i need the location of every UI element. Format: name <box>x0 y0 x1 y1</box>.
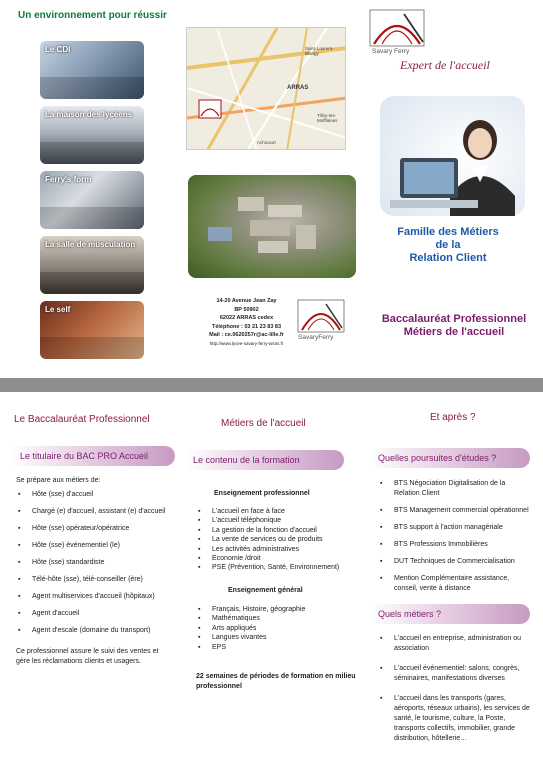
section-title: Quels métiers ? <box>378 609 442 619</box>
list-item: ▪ L'accueil événementiel: salons, congrès, séminaires, manifestations diverses <box>378 664 530 684</box>
phone: Téléphone : 03 21 23 83 83 <box>211 323 282 330</box>
list-item: ▪ Agent d'accueil <box>16 609 171 619</box>
list-item: ▪ Mention Complémentaire assistance, conseil, vente à distance <box>378 574 530 594</box>
list-item: ▪ EPS <box>196 643 356 652</box>
photo-caption: La salle de musculation <box>45 240 136 249</box>
school-logo <box>368 8 428 60</box>
section-title: Quelles poursuites d'études ? <box>378 453 497 463</box>
map-label: Tilloy-les-Mofflaines <box>317 113 338 123</box>
list-item: ▪ L'accueil téléphonique <box>196 516 356 525</box>
list-item: ▪ Hôte (sse) standardiste <box>16 558 171 568</box>
bac-pro-title <box>370 313 538 339</box>
map-label-arras: ARRAS <box>287 85 309 91</box>
photo-shade <box>40 337 144 359</box>
photo-maison-lyceens <box>40 106 144 164</box>
photo-caption: La maison des lycéens <box>45 110 133 119</box>
address-line: 14-20 Avenue Jean Zay <box>216 298 277 304</box>
famille-metiers-title <box>378 226 518 265</box>
list-item: ▪ Mathématiques <box>196 614 356 623</box>
aerial-photo <box>188 175 356 278</box>
column-heading: Métiers de l'accueil <box>221 418 306 429</box>
list-item: ▪ Langues vivantes <box>196 633 356 642</box>
location-map <box>186 27 346 150</box>
list-item: ▪ BTS Professions Immobilières <box>378 540 530 550</box>
list-item: ▪ PSE (Prévention, Santé, Environnement) <box>196 563 356 572</box>
map-label: Saint-Laurent-Blangy <box>305 46 334 56</box>
famille-line: Relation Client <box>409 252 487 264</box>
list-item: ▪ Hôte (sse) opérateur/opératrice <box>16 524 171 534</box>
section-title: Le titulaire du BAC PRO Accueil <box>20 451 149 461</box>
subsection-title: Enseignement professionnel <box>214 490 310 497</box>
list-item: ▪ Agent multiservices d'accueil (hôpitaux) <box>16 592 171 602</box>
photo-shade <box>40 272 144 294</box>
list-item: ▪ Economie /droit <box>196 554 356 563</box>
list-item: ▪ L'accueil en entreprise, administration ou association <box>378 634 530 654</box>
etudes-list <box>378 479 530 601</box>
list-item: ▪ Agent d'escale (domaine du transport) <box>16 626 171 636</box>
photo-shade <box>40 207 144 229</box>
pro-subjects-list <box>196 507 356 573</box>
map-label: Achicourt <box>257 140 276 145</box>
brochure-front <box>0 0 543 378</box>
internship-note: 22 semaines de périodes de formation en milieu professionnel <box>196 673 356 690</box>
photo-caption: Le CDI <box>45 45 71 54</box>
list-item: ▪ Chargé (e) d'accueil, assistant (e) d'accueil <box>16 507 171 517</box>
list-item: ▪ Hôte (sse) d'accueil <box>16 490 171 500</box>
photo-self <box>40 301 144 359</box>
logo-text: SavaryFerry <box>298 334 334 341</box>
photo-shade <box>40 142 144 164</box>
list-item: ▪ La gestion de la fonction d'accueil <box>196 526 356 535</box>
conclusion-text: Ce professionnel assure le suivi des ventes et gère les réclamations clients et usagers. <box>16 648 159 665</box>
photo-salle-musculation <box>40 236 144 294</box>
school-logo-small <box>296 298 346 344</box>
list-item: ▪ DUT Techniques de Commercialisation <box>378 557 530 567</box>
general-subjects-list <box>196 605 356 652</box>
photo-caption: Ferry's form <box>45 175 92 184</box>
page-divider <box>0 378 543 392</box>
list-item: ▪ BTS Négociation Digitalisation de la Relation Client <box>378 479 530 499</box>
intro-text: Se prépare aux métiers de: <box>16 477 101 484</box>
receptionist-graphic <box>380 96 525 216</box>
metiers-apres-list <box>378 634 530 751</box>
website-link[interactable]: http://www.lycee-savary-ferry-arras.fr <box>209 340 284 346</box>
expert-tagline: Expert de l'accueil <box>400 58 490 72</box>
section-title: Le contenu de la formation <box>193 455 300 465</box>
list-item: ▪ La vente de services ou de produits <box>196 535 356 544</box>
famille-line: Famille des Métiers <box>397 226 499 238</box>
column-heading: Et après ? <box>430 412 476 423</box>
photo-shade <box>40 77 144 99</box>
email: Mail : ce.0620257r@ac-lille.fr <box>209 332 284 338</box>
address-block <box>199 297 294 348</box>
list-item: ▪ Les activités administratives <box>196 545 356 554</box>
receptionist-photo <box>380 96 525 216</box>
photo-caption: Le self <box>45 305 71 314</box>
list-item: ▪ Hôte (sse) événementiel (le) <box>16 541 171 551</box>
environment-title: Un environnement pour réussir <box>18 10 167 21</box>
famille-line: de la <box>435 239 461 251</box>
list-item: ▪ Arts appliqués <box>196 624 356 633</box>
list-item: ▪ BTS support à l'action managériale <box>378 523 530 533</box>
list-item: ▪ Télé-hôte (sse), télé-conseiller (ère) <box>16 575 171 585</box>
address-line: BP 50902 <box>234 306 259 313</box>
metiers-list <box>16 490 171 643</box>
bac-line: Métiers de l'accueil <box>403 326 505 338</box>
photo-cdi <box>40 41 144 99</box>
logo-text: Savary Ferry <box>372 48 410 55</box>
address-line: 62022 ARRAS cedex <box>219 315 274 321</box>
list-item: ▪ Français, Histoire, géographie <box>196 605 356 614</box>
brochure-inside <box>0 392 543 776</box>
subsection-title: Enseignement général <box>228 587 303 594</box>
column-heading: Le Baccalauréat Professionnel <box>14 414 150 425</box>
aerial-graphic <box>188 175 356 278</box>
bac-line: Baccalauréat Professionnel <box>381 313 527 325</box>
list-item: ▪ L'accueil en face à face <box>196 507 356 516</box>
list-item: ▪ BTS Management commercial opérationnel <box>378 506 530 516</box>
photo-ferrys-form <box>40 171 144 229</box>
list-item: ▪ L'accueil dans les transports (gares, aéroports, réseaux urbains), les services de santé, le tourisme, culture, la Poste, transports collectifs, immobilier, grande distribution, hôtellerie… <box>378 694 530 744</box>
